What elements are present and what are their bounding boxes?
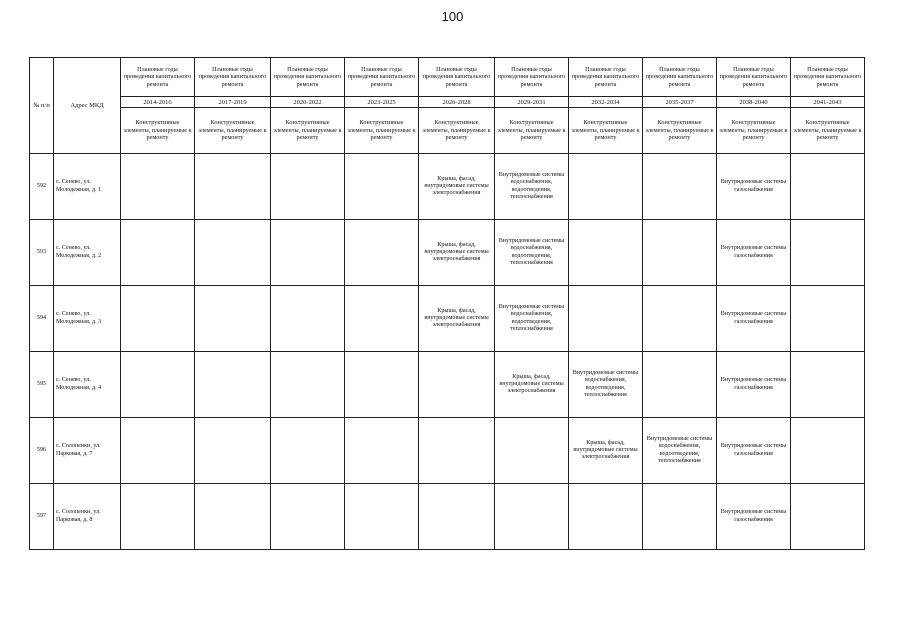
- header-elements: Конструктивные элементы, планируемые к ремонту: [643, 108, 717, 154]
- row-address: с. Сенево, ул. Молодежная, д. 4: [54, 352, 121, 418]
- element-cell: [791, 154, 865, 220]
- element-cell: Внутридомовые системы газоснабжения: [717, 154, 791, 220]
- element-cell: [271, 220, 345, 286]
- row-number: 597: [30, 484, 54, 550]
- row-address: с. Сенево, ул. Молодежная, д. 3: [54, 286, 121, 352]
- element-cell: [195, 484, 271, 550]
- element-cell: [495, 484, 569, 550]
- element-cell: [345, 220, 419, 286]
- row-address: с. Сенево, ул. Молодежная, д. 2: [54, 220, 121, 286]
- element-cell: [195, 352, 271, 418]
- header-elements: Конструктивные элементы, планируемые к ремонту: [271, 108, 345, 154]
- header-row-labels: [30, 58, 865, 97]
- element-cell: [791, 352, 865, 418]
- header-period-years: 2026-2028: [419, 97, 495, 108]
- element-cell: Крыша, фасад, внутридомовые системы электроснабжения: [419, 286, 495, 352]
- element-cell: [643, 352, 717, 418]
- element-cell: [791, 220, 865, 286]
- row-number: 595: [30, 352, 54, 418]
- row-address: с. Солопенки, ул. Парковая, д. 7: [54, 418, 121, 484]
- element-cell: [643, 286, 717, 352]
- element-cell: [345, 286, 419, 352]
- element-cell: [121, 220, 195, 286]
- element-cell: [195, 418, 271, 484]
- element-cell: [345, 484, 419, 550]
- element-cell: Внутридомовые системы водоснабжения, водоотведения, теплоснабжения: [495, 220, 569, 286]
- element-cell: Внутридомовые системы водоснабжения, водоотведения, теплоснабжения: [495, 286, 569, 352]
- header-num: № п/п: [30, 58, 54, 154]
- element-cell: [271, 352, 345, 418]
- element-cell: [121, 286, 195, 352]
- header-elements: Конструктивные элементы, планируемые к ремонту: [569, 108, 643, 154]
- table-row: [30, 220, 865, 286]
- header-row-elements: [30, 108, 865, 154]
- element-cell: [791, 286, 865, 352]
- element-cell: [569, 286, 643, 352]
- header-period-years: 2017-2019: [195, 97, 271, 108]
- header-period-years: 2035-2037: [643, 97, 717, 108]
- element-cell: [121, 352, 195, 418]
- element-cell: [271, 418, 345, 484]
- element-cell: Крыша, фасад, внутридомовые системы электроснабжения: [569, 418, 643, 484]
- header-elements: Конструктивные элементы, планируемые к ремонту: [791, 108, 865, 154]
- element-cell: [195, 220, 271, 286]
- table-row: [30, 286, 865, 352]
- element-cell: [643, 154, 717, 220]
- table-row: [30, 484, 865, 550]
- element-cell: [121, 418, 195, 484]
- header-period-label: Плановые годы проведения капитального ремонта: [271, 58, 345, 97]
- element-cell: [643, 484, 717, 550]
- row-number: 592: [30, 154, 54, 220]
- header-period-years: 2014-2016: [121, 97, 195, 108]
- element-cell: [121, 154, 195, 220]
- header-elements: Конструктивные элементы, планируемые к ремонту: [121, 108, 195, 154]
- element-cell: [495, 418, 569, 484]
- header-period-years: 2032-2034: [569, 97, 643, 108]
- header-period-years: 2041-2043: [791, 97, 865, 108]
- row-address: с. Солопенки, ул. Парковая, д. 8: [54, 484, 121, 550]
- element-cell: [195, 286, 271, 352]
- element-cell: [419, 418, 495, 484]
- element-cell: Внутридомовые системы газоснабжения: [717, 484, 791, 550]
- header-address: Адрес МКД: [54, 58, 121, 154]
- element-cell: Внутридомовые системы водоснабжения, водоотведения, теплоснабжения: [569, 352, 643, 418]
- element-cell: [271, 154, 345, 220]
- header-elements: Конструктивные элементы, планируемые к ремонту: [419, 108, 495, 154]
- header-period-label: Плановые годы проведения капитального ремонта: [643, 58, 717, 97]
- element-cell: [345, 154, 419, 220]
- element-cell: [345, 352, 419, 418]
- row-address: с. Сенево, ул. Молодежная, д. 1: [54, 154, 121, 220]
- element-cell: Крыша, фасад, внутридомовые системы электроснабжения: [419, 220, 495, 286]
- capital-repair-schedule-table: [29, 57, 865, 550]
- element-cell: [643, 220, 717, 286]
- header-period-label: Плановые годы проведения капитального ремонта: [121, 58, 195, 97]
- element-cell: Внутридомовые системы газоснабжения: [717, 220, 791, 286]
- header-period-years: 2029-2031: [495, 97, 569, 108]
- element-cell: [569, 154, 643, 220]
- header-period-label: Плановые годы проведения капитального ремонта: [195, 58, 271, 97]
- header-period-years: 2023-2025: [345, 97, 419, 108]
- header-period-years: 2020-2022: [271, 97, 345, 108]
- element-cell: [791, 484, 865, 550]
- element-cell: Крыша, фасад, внутридомовые системы электроснабжения: [495, 352, 569, 418]
- element-cell: [791, 418, 865, 484]
- element-cell: [419, 484, 495, 550]
- header-period-label: Плановые годы проведения капитального ремонта: [717, 58, 791, 97]
- row-number: 596: [30, 418, 54, 484]
- header-period-label: Плановые годы проведения капитального ремонта: [791, 58, 865, 97]
- header-elements: Конструктивные элементы, планируемые к ремонту: [717, 108, 791, 154]
- element-cell: [419, 352, 495, 418]
- table-row: [30, 418, 865, 484]
- element-cell: [271, 484, 345, 550]
- row-number: 594: [30, 286, 54, 352]
- header-period-label: Плановые годы проведения капитального ремонта: [495, 58, 569, 97]
- row-number: 593: [30, 220, 54, 286]
- element-cell: Внутридомовые системы водоснабжения, водоотведения, теплоснабжения: [495, 154, 569, 220]
- element-cell: Внутридомовые системы водоснабжения, водоотведения, теплоснабжения: [643, 418, 717, 484]
- element-cell: Крыша, фасад, внутридомовые системы электроснабжения: [419, 154, 495, 220]
- header-elements: Конструктивные элементы, планируемые к ремонту: [495, 108, 569, 154]
- page-number: 100: [441, 9, 464, 24]
- header-period-label: Плановые годы проведения капитального ремонта: [569, 58, 643, 97]
- header-elements: Конструктивные элементы, планируемые к ремонту: [345, 108, 419, 154]
- element-cell: [121, 484, 195, 550]
- header-row-years: [30, 97, 865, 108]
- element-cell: [569, 220, 643, 286]
- element-cell: Внутридомовые системы газоснабжения: [717, 286, 791, 352]
- element-cell: [569, 484, 643, 550]
- header-period-label: Плановые годы проведения капитального ремонта: [419, 58, 495, 97]
- header-elements: Конструктивные элементы, планируемые к ремонту: [195, 108, 271, 154]
- table-row: [30, 154, 865, 220]
- element-cell: Внутридомовые системы газоснабжения: [717, 352, 791, 418]
- header-period-years: 2038-2040: [717, 97, 791, 108]
- element-cell: [195, 154, 271, 220]
- element-cell: [271, 286, 345, 352]
- element-cell: Внутридомовые системы газоснабжения: [717, 418, 791, 484]
- element-cell: [345, 418, 419, 484]
- table-row: [30, 352, 865, 418]
- header-period-label: Плановые годы проведения капитального ремонта: [345, 58, 419, 97]
